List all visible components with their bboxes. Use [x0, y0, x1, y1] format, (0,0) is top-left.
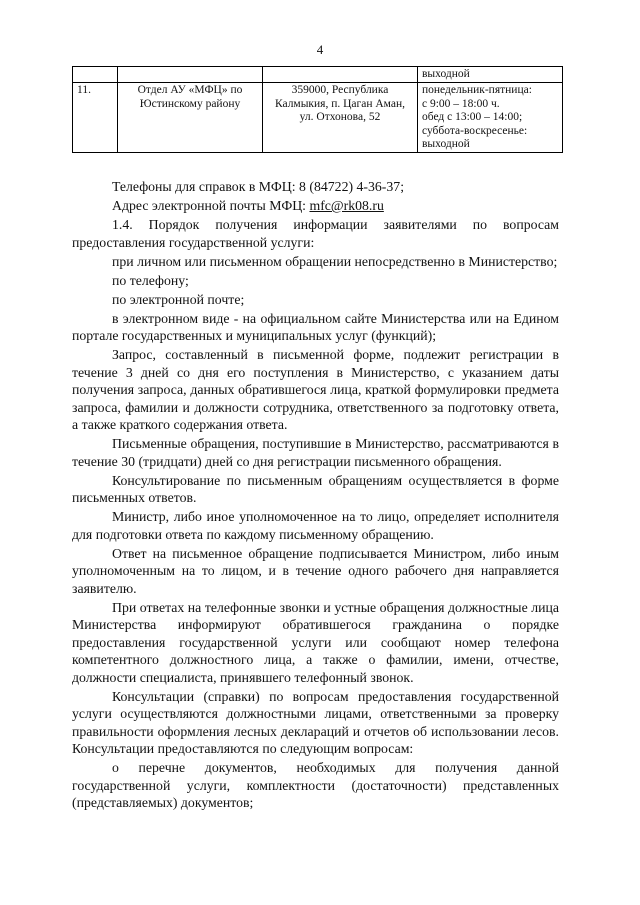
table-cell-empty: [73, 67, 118, 83]
table-cell-number: 11.: [73, 83, 118, 153]
paragraph: 1.4. Порядок получения информации заявителями по вопросам предоставления государственной услуги:: [72, 217, 559, 250]
email-line: [72, 197, 559, 215]
mfc-offices-table: [72, 66, 563, 153]
hours-line: с 9:00 – 18:00 ч.: [422, 97, 500, 110]
phones-line: Телефоны для справок в МФЦ: 8 (84722) 4-36-37;: [112, 179, 405, 194]
hours-line: выходной: [422, 138, 470, 151]
table-cell-office-name: Отдел АУ «МФЦ» по Юстинскому району: [118, 83, 263, 153]
paragraph: Министр, либо иное уполномоченное на то лицо, определяет исполнителя для подготовки ответа по каждому письменному обращению.: [72, 509, 559, 542]
table-row: [73, 83, 563, 153]
hours-line: обед с 13:00 – 14:00;: [422, 111, 523, 124]
hours-line: суббота-воскресенье:: [422, 124, 528, 137]
paragraph: При ответах на телефонные звонки и устные обращения должностные лица Министерства информируют обратившегося гражданина о порядке предоставления государственной услуги или сообщают номер телефона компетентного должностного лица, а также о фамилии, имени, отчестве, должности специалиста, принявшего телефонный звонок.: [72, 599, 559, 685]
paragraph: Ответ на письменное обращение подписывается Министром, либо иным уполномоченным на то лицом, и в течение одного рабочего дня направляется заявителю.: [72, 545, 559, 596]
paragraph: Письменные обращения, поступившие в Министерство, рассматриваются в течение 30 (тридцати) дней со дня регистрации письменного обращения.: [72, 436, 559, 469]
table-cell-empty: [263, 67, 418, 83]
hours-line: понедельник-пятница:: [422, 84, 532, 97]
paragraph: по электронной почте;: [112, 291, 245, 307]
table-cell-hours: [418, 83, 563, 153]
email-link[interactable]: mfc@rk08.ru: [309, 198, 384, 213]
paragraph: о перечне документов, необходимых для получения данной государственной услуги, комплектности (достаточности) представленных (представляемых) документов;: [72, 760, 559, 810]
paragraph: в электронном виде - на официальном сайте Министерства или на Едином портале государственных и муниципальных услуг (функций);: [72, 310, 559, 343]
table-row-previous: [73, 67, 563, 83]
table-cell-hours-tail: выходной: [418, 67, 563, 83]
document-body: [72, 178, 559, 812]
table-cell-empty: [118, 67, 263, 83]
table-cell-address: 359000, Республика Калмыкия, п. Цаган Аман, ул. Отхонова, 52: [263, 83, 418, 153]
paragraph: при личном или письменном обращении непосредственно в Министерство;: [112, 253, 558, 269]
paragraph: Запрос, составленный в письменной форме, подлежит регистрации в течение 3 дней со дня его поступления в Министерство, с указанием даты получения запроса, данных обратившегося лица, краткой формулировки предмета запроса, фамилии и должности сотрудника, ответственного за подготовку ответа, а также краткого содержания ответа.: [72, 347, 559, 432]
page-number: 4: [316, 42, 324, 57]
paragraph: по телефону;: [112, 272, 189, 288]
paragraph: Консультирование по письменным обращениям осуществляется в форме письменных ответов.: [72, 472, 559, 505]
email-label: Адрес электронной почты МФЦ:: [112, 198, 310, 213]
paragraph: Консультации (справки) по вопросам предоставления государственной услуги осуществляются должностными лицами, ответственными за проверку правильности оформления лесных деклараций и отчетов об использовании лесов. Консультации предоставляются по следующим вопросам:: [72, 688, 559, 756]
